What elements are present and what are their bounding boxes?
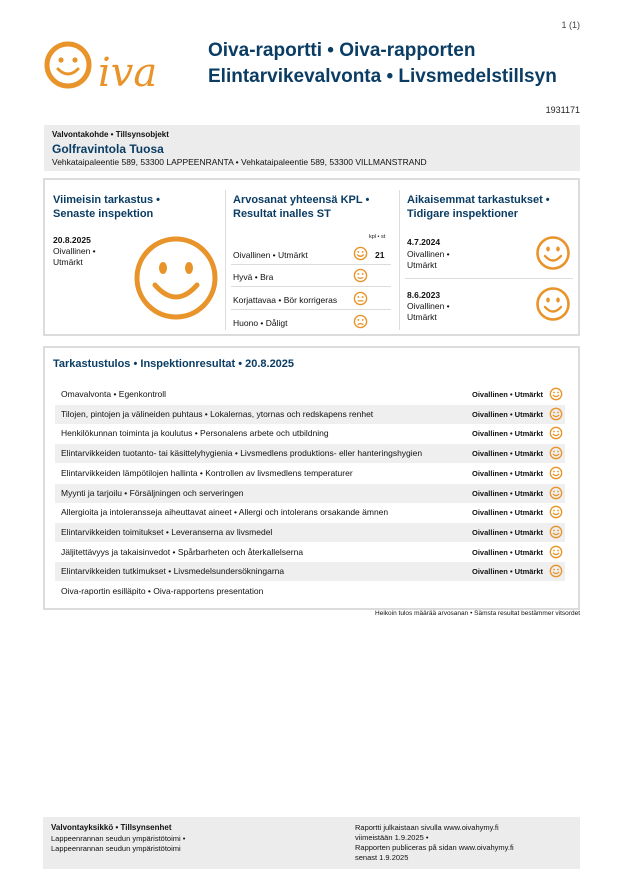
smiley-neutral-icon (353, 291, 368, 306)
inspection-title: Tarkastustulos • Inspektionresultat • 20.8.2025 (53, 358, 295, 370)
inspection-row (55, 464, 565, 483)
inspection-row (55, 444, 565, 463)
previous-date-2: 8.6.2023 (407, 290, 441, 300)
previous-result-2: Oivallinen • Utmärkt (407, 301, 450, 322)
summary-panel (43, 178, 580, 336)
object-address: Vehkataipaleentie 589, 53300 LAPPEENRANTA • Vehkataipaleentie 589, 53300 VILLMANSTRAND (52, 157, 427, 167)
latest-heading: Viimeisin tarkastus • Senaste inspektion (53, 194, 160, 220)
inspection-row (55, 582, 565, 601)
divider (405, 278, 573, 279)
grade-label-excellent: Oivallinen • Utmärkt (233, 250, 308, 260)
inspection-row (55, 562, 565, 581)
inspection-item-result: Oivallinen • Utmärkt (472, 390, 543, 399)
grade-label-poor: Huono • Dåligt (233, 318, 288, 328)
smiley-very-happy-icon (549, 387, 563, 401)
object-label: Valvontakohde • Tillsynsobjekt (52, 130, 169, 139)
smiley-sad-icon (353, 314, 368, 329)
inspection-item-result: Oivallinen • Utmärkt (472, 508, 543, 518)
count-header: kpl • st (369, 234, 386, 240)
inspection-item-text: Allergioita ja intoleransseja aiheuttavat aineet • Allergi och intolerans orsakande ämnen (61, 507, 389, 518)
divider (225, 190, 226, 330)
unit-heading: Valvontayksikkö • Tillsynsenhet (51, 823, 172, 832)
inspection-item-text: Henkilökunnan toiminta ja koulutus • Personalens arbete och utbildning (61, 428, 329, 439)
grade-count-excellent: 21 (375, 250, 385, 260)
smiley-very-happy-icon (549, 466, 563, 480)
report-title-line1: Oiva-raportti • Oiva-rapporten (208, 40, 476, 61)
inspection-item-result: Oivallinen • Utmärkt (472, 547, 543, 557)
divider (231, 264, 391, 265)
previous-date-1: 4.7.2024 (407, 237, 441, 247)
inspection-row (55, 405, 565, 424)
previous-heading: Aikaisemmat tarkastukset • Tidigare inspektioner (407, 194, 550, 220)
inspection-item-text: Omavalvonta • Egenkontroll (61, 389, 167, 399)
footer (43, 817, 580, 869)
smiley-very-happy-icon (535, 286, 571, 322)
unit-names: Lappeenrannan seudun ympäristötoimi • Lappeenrannan seudun ympäristötoimi (51, 834, 186, 853)
inspection-item-text: Oiva-raportin esilläpito • Oiva-rapportens presentation (61, 586, 264, 596)
inspection-item-result: Oivallinen • Utmärkt (472, 468, 543, 478)
inspection-item-text: Jäljitettävyys ja takaisinvedot • Spårbarheten och återkallelserna (61, 546, 304, 557)
publication-info: Raportti julkaistaan sivulla www.oivahymy.fi viimeistään 1.9.2025 • Rapporten publiceras på sidan www.oivahymy.fi senast 1.9.2025 (355, 823, 514, 862)
inspection-row (55, 523, 565, 542)
grades-heading: Arvosanat yhteensä KPL • Resultat inalles ST (233, 194, 370, 220)
smiley-very-happy-icon (549, 426, 563, 440)
smiley-very-happy-icon (535, 235, 571, 271)
smiley-very-happy-icon (549, 564, 563, 578)
inspection-item-result: Oivallinen • Utmärkt (472, 527, 543, 537)
inspection-row (55, 385, 565, 404)
divider (231, 286, 391, 287)
inspection-item-text: Myynti ja tarjoilu • Försäljningen och serveringen (61, 487, 244, 498)
inspection-item-text: Elintarvikkeiden tutkimukset • Livsmedelsundersökningarna (61, 566, 285, 577)
inspection-item-result: Oivallinen • Utmärkt (472, 409, 543, 419)
inspection-row (55, 484, 565, 503)
inspection-item-text: Tilojen, pintojen ja välineiden puhtaus • Lokalernas, ytornas och redskapens renhet (61, 408, 374, 419)
inspection-item-text: Elintarvikkeiden tuotanto- tai käsittelyhygienia • Livsmedlens produktions- eller hanteringshygien (61, 448, 423, 459)
latest-result: Oivallinen • Utmärkt (53, 246, 96, 267)
inspection-item-result: Oivallinen • Utmärkt (472, 449, 543, 459)
grade-label-needs-correction: Korjattavaa • Bör korrigeras (233, 295, 338, 305)
report-id: 1931171 (545, 105, 580, 115)
big-smiley-icon (131, 233, 221, 323)
oiva-logo (40, 38, 200, 94)
grade-label-good: Hyvä • Bra (233, 272, 274, 282)
latest-date: 20.8.2025 (53, 235, 91, 245)
smiley-very-happy-icon (549, 525, 563, 539)
inspection-item-result: Oivallinen • Utmärkt (472, 429, 543, 439)
inspection-row (55, 543, 565, 562)
inspection-row (55, 424, 565, 443)
inspection-object-box (44, 125, 580, 171)
divider (231, 309, 391, 310)
grading-note: Heikoin tulos määrää arvosanan • Sämsta resultat bestämmer vitsordet (375, 610, 580, 617)
report-title-line2: Elintarvikevalvonta • Livsmedelstillsyn (208, 66, 557, 87)
previous-result-1: Oivallinen • Utmärkt (407, 249, 450, 270)
smiley-very-happy-icon (549, 407, 563, 421)
page-number: 1 (1) (561, 20, 580, 30)
inspection-results-panel (43, 346, 580, 610)
svg-text:iva: iva (98, 50, 158, 94)
inspection-row (55, 503, 565, 522)
smiley-very-happy-icon (549, 446, 563, 460)
inspection-item-text: Elintarvikkeiden lämpötilojen hallinta • Kontrollen av livsmedlens temperaturer (61, 467, 353, 478)
smiley-very-happy-icon (549, 486, 563, 500)
inspection-item-result: Oivallinen • Utmärkt (472, 567, 543, 577)
divider (399, 190, 400, 330)
inspection-item-text: Elintarvikkeiden toimitukset • Leveranserna av livsmedel (61, 526, 273, 537)
smiley-very-happy-icon (549, 545, 563, 559)
object-name: Golfravintola Tuosa (52, 142, 164, 156)
inspection-item-result: Oivallinen • Utmärkt (472, 488, 543, 498)
smiley-very-happy-icon (549, 505, 563, 519)
smiley-happy-icon (353, 268, 368, 283)
smiley-very-happy-icon (353, 246, 368, 261)
